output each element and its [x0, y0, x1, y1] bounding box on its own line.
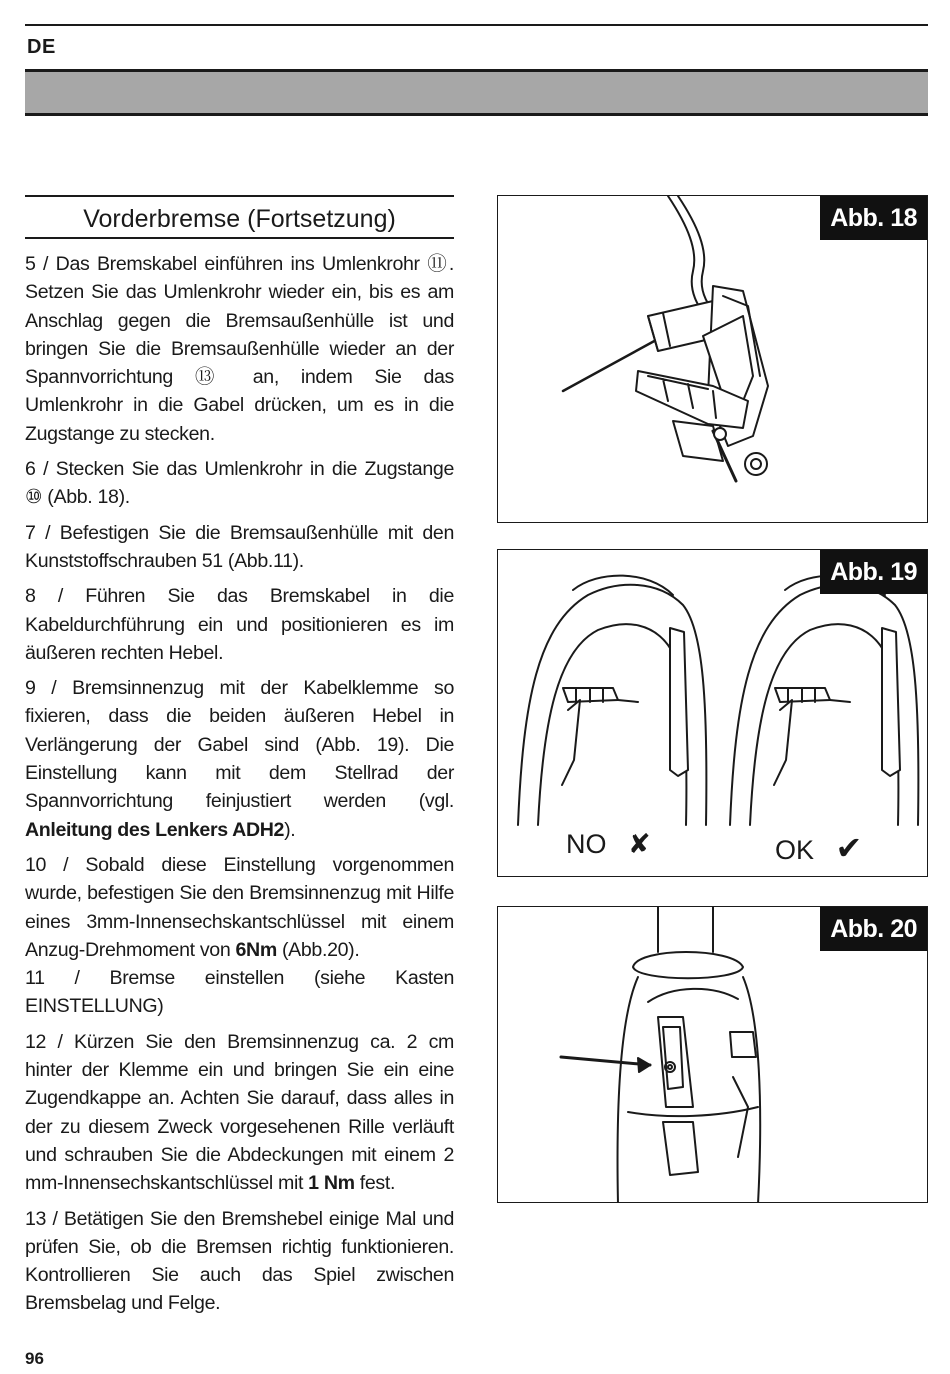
page-number: 96	[25, 1349, 44, 1368]
fork-clamp-illustration	[498, 907, 928, 1203]
instructions-text	[25, 250, 454, 1325]
check-icon: ✔	[835, 830, 863, 866]
ok-verdict	[775, 829, 862, 867]
step-6: 6 / Stecken Sie das Umlenkrohr in die Zugstange ⑩ (Abb. 18).	[25, 458, 454, 509]
section-title: Vorderbremse (Fortsetzung)	[25, 195, 454, 239]
step-10-end: (Abb.20).	[276, 938, 360, 961]
step-10	[25, 851, 454, 964]
step-5: 5 / Das Bremskabel einführen ins Umlenkrohr ⑪. Setzen Sie das Umlenkrohr wieder ein, bis es am Anschlag gegen die Bremsaußenhülle ist und bringen Sie die Bremsaußenhülle wieder an der Spannvorrichtung ⑬ an, indem Sie das Umlenkrohr in die Gabel drücken, um es in die Zugstange zu stecken.	[25, 253, 454, 445]
figure-18	[497, 195, 928, 523]
cross-icon: ✘	[628, 829, 651, 859]
step-9-end: ).	[284, 818, 296, 841]
step-10-text: 10 / Sobald diese Einstellung vorgenommen wurde, befestigen Sie den Bremsinnenzug mit Hilfe eines 3mm-Innensechskantschlüssel mit einem Anzug-Drehmoment von	[25, 853, 454, 961]
step-8: 8 / Führen Sie das Bremskabel in die Kabeldurchführung ein und positionieren es im äußeren rechten Hebel.	[25, 585, 454, 664]
step-9-bold: Anleitung des Lenkers ADH2	[25, 818, 285, 841]
fork-comparison-illustration	[498, 550, 928, 877]
figure-18-label: Abb. 18	[820, 196, 927, 240]
step-9	[25, 674, 454, 844]
step-12	[25, 1028, 454, 1198]
step-12-bold: 1 Nm	[308, 1172, 355, 1195]
step-11: 11 / Bremse einstellen (siehe Kasten EINSTELLUNG)	[25, 967, 454, 1018]
band-rule	[25, 113, 928, 116]
step-12-end: fest.	[354, 1172, 396, 1195]
no-label: NO	[566, 829, 607, 859]
brake-caliper-illustration	[498, 196, 928, 523]
step-12-text: 12 / Kürzen Sie den Bremsinnenzug ca. 2 cm hinter der Klemme ein und bringen Sie ein eine Zugendkappe an. Achten Sie darauf, dass alles in der zu diesem Zweck vorgesehenen Rille verläuft und schrauben Sie die Abdeckungen mit einem 2 mm-Innensechskantschlüssel mit	[25, 1030, 454, 1195]
step-7: 7 / Befestigen Sie die Bremsaußenhülle mit den Kunststoffschrauben 51 (Abb.11).	[25, 521, 454, 572]
step-9-text: 9 / Bremsinnenzug mit der Kabelklemme so fixieren, dass die beiden äußeren Hebel in Verlängerung der Gabel sind (Abb. 19). Die Einstellung kann mit dem Stellrad der Spannvorrichtung feinjustiert werden (vgl.	[25, 677, 454, 813]
no-verdict	[566, 829, 651, 860]
step-13: 13 / Betätigen Sie den Bremshebel einige Mal und prüfen Sie, ob die Bremsen richtig funktionieren. Kontrollieren Sie auch das Spiel zwischen Bremsbelag und Felge.	[25, 1207, 454, 1315]
figure-19-label: Abb. 19	[820, 550, 927, 594]
figure-20	[497, 906, 928, 1203]
header-band	[25, 72, 928, 113]
figure-20-label: Abb. 20	[820, 907, 927, 951]
ok-label: OK	[775, 835, 815, 865]
language-label: DE	[27, 36, 56, 58]
top-rule	[25, 24, 928, 26]
step-10-bold: 6Nm	[235, 938, 277, 961]
figure-19	[497, 549, 928, 877]
